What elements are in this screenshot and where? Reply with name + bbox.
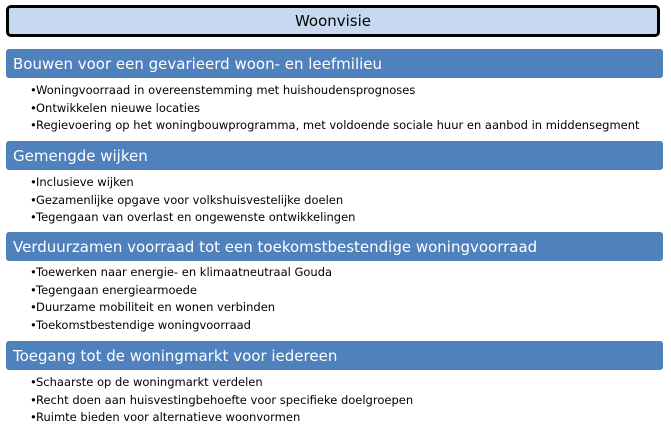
section-header-bouwen: Bouwen voor een gevarieerd woon- en leefmilieu — [6, 49, 663, 78]
section-header-verduurzamen: Verduurzamen voorraad tot een toekomstbestendige woningvoorraad — [6, 232, 663, 261]
list-item: • Gezamenlijke opgave voor volkshuisvestelijke doelen — [30, 192, 355, 210]
list-item: • Schaarste op de woningmarkt verdelen — [30, 374, 413, 392]
list-item: • Toekomstbestendige woningvoorraad — [30, 317, 332, 335]
section-header-gemengde-wijken: Gemengde wijken — [6, 141, 663, 170]
list-item: • Ontwikkelen nieuwe locaties — [30, 100, 640, 118]
list-item: • Tegengaan van overlast en ongewenste ontwikkelingen — [30, 209, 355, 227]
list-item: • Recht doen aan huisvestingbehoefte voor specifieke doelgroepen — [30, 392, 413, 410]
section-list-bouwen — [30, 82, 640, 135]
list-item: • Toewerken naar energie- en klimaatneutraal Gouda — [30, 264, 332, 282]
section-list-gemengde-wijken — [30, 174, 355, 227]
section-list-verduurzamen — [30, 264, 332, 334]
list-item: • Regievoering op het woningbouwprogramma, met voldoende sociale huur en aanbod in middensegment — [30, 117, 640, 135]
list-item: • Ruimte bieden voor alternatieve woonvormen — [30, 409, 413, 427]
section-header-toegang: Toegang tot de woningmarkt voor iedereen — [6, 341, 663, 370]
diagram-title: Woonvisie — [6, 5, 660, 37]
list-item: • Tegengaan energiearmoede — [30, 282, 332, 300]
list-item: • Woningvoorraad in overeenstemming met huishoudensprognoses — [30, 82, 640, 100]
section-list-toegang — [30, 374, 413, 427]
list-item: • Duurzame mobiliteit en wonen verbinden — [30, 299, 332, 317]
list-item: • Inclusieve wijken — [30, 174, 355, 192]
